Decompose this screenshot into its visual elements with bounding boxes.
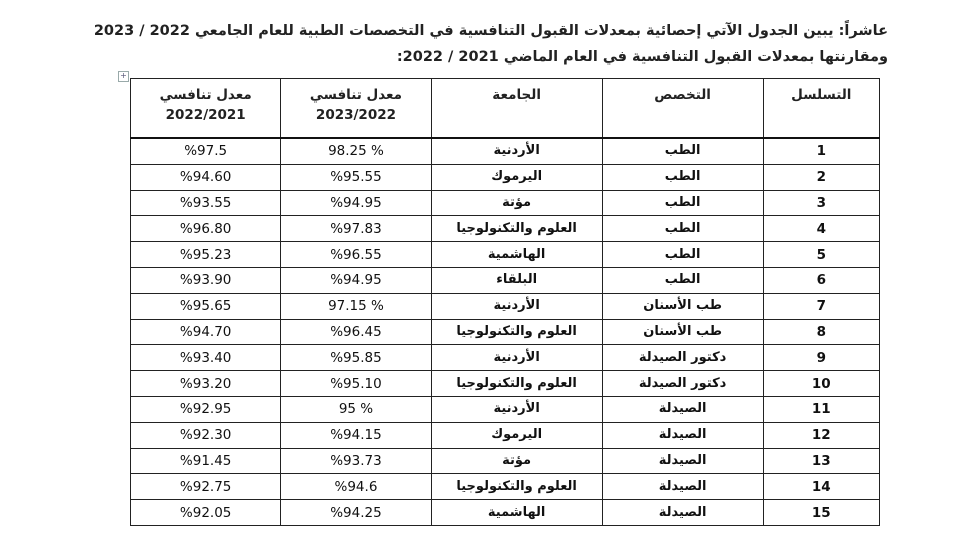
cell-rate-2022: %95.23 [131, 242, 281, 268]
intro-line-1: عاشراً: يبين الجدول الآتي إحصائية بمعدلات القبول التنافسية في التخصصات الطبية للعام الجامعي 2022 / 2023 [93, 23, 888, 39]
cell-rate-2023: 97.15 % [281, 293, 431, 319]
cell-rate-2023: %95.10 [281, 371, 431, 397]
cell-rate-2023: 98.25 % [281, 138, 431, 164]
header-rate-2023-year: 2023/2022 [315, 107, 396, 123]
cell-specialization: الطب [602, 242, 763, 268]
table-row [131, 371, 880, 397]
cell-sequence: 15 [763, 500, 879, 526]
cell-sequence: 8 [763, 319, 879, 345]
table-row [131, 319, 880, 345]
cell-rate-2023: %94.6 [281, 474, 431, 500]
cell-specialization: الصيدلة [602, 448, 763, 474]
cell-sequence: 4 [763, 216, 879, 242]
cell-sequence: 3 [763, 190, 879, 216]
cell-university: اليرموك [431, 422, 602, 448]
cell-sequence: 2 [763, 164, 879, 190]
cell-specialization: الطب [602, 267, 763, 293]
header-rate-2023-label: معدل تنافسي [309, 87, 402, 103]
cell-university: الهاشمية [431, 242, 602, 268]
table-body [131, 138, 880, 525]
cell-rate-2022: %91.45 [131, 448, 281, 474]
cell-rate-2022: %92.75 [131, 474, 281, 500]
table-move-handle-icon[interactable]: + [118, 71, 129, 82]
cell-rate-2022: %92.30 [131, 422, 281, 448]
cell-rate-2023: %94.25 [281, 500, 431, 526]
cell-university: مؤتة [431, 448, 602, 474]
cell-rate-2023: %94.95 [281, 267, 431, 293]
admission-rates-table-container [130, 78, 880, 526]
cell-specialization: الطب [602, 190, 763, 216]
cell-specialization: الصيدلة [602, 396, 763, 422]
cell-rate-2022: %92.95 [131, 396, 281, 422]
intro-line-2: ومقارنتها بمعدلات القبول التنافسية في العام الماضي 2021 / 2022: [396, 49, 888, 65]
cell-specialization: الطب [602, 138, 763, 164]
cell-rate-2023: %93.73 [281, 448, 431, 474]
cell-university: البلقاء [431, 267, 602, 293]
cell-rate-2022: %94.70 [131, 319, 281, 345]
header-rate-2023 [281, 79, 431, 139]
cell-university: الأردنية [431, 293, 602, 319]
table-header-row [131, 79, 880, 139]
cell-rate-2022: %97.5 [131, 138, 281, 164]
table-row [131, 500, 880, 526]
cell-university: اليرموك [431, 164, 602, 190]
cell-university: الأردنية [431, 396, 602, 422]
cell-rate-2022: %94.60 [131, 164, 281, 190]
header-rate-2022 [131, 79, 281, 139]
cell-rate-2022: %92.05 [131, 500, 281, 526]
cell-sequence: 6 [763, 267, 879, 293]
cell-specialization: الصيدلة [602, 422, 763, 448]
cell-specialization: طب الأسنان [602, 293, 763, 319]
cell-sequence: 1 [763, 138, 879, 164]
cell-rate-2022: %93.55 [131, 190, 281, 216]
cell-sequence: 10 [763, 371, 879, 397]
table-row [131, 293, 880, 319]
cell-rate-2023: %97.83 [281, 216, 431, 242]
cell-university: العلوم والتكنولوجيا [431, 216, 602, 242]
cell-specialization: الطب [602, 216, 763, 242]
table-row [131, 396, 880, 422]
cell-specialization: دكتور الصيدلة [602, 345, 763, 371]
header-rate-2022-label: معدل تنافسي [159, 87, 252, 103]
cell-rate-2022: %93.40 [131, 345, 281, 371]
admission-rates-table [130, 78, 880, 526]
table-row [131, 190, 880, 216]
table-row [131, 448, 880, 474]
cell-sequence: 7 [763, 293, 879, 319]
table-row [131, 164, 880, 190]
cell-rate-2023: %94.15 [281, 422, 431, 448]
header-specialization: التخصص [602, 79, 763, 139]
cell-rate-2022: %93.20 [131, 371, 281, 397]
cell-sequence: 5 [763, 242, 879, 268]
cell-rate-2023: %94.95 [281, 190, 431, 216]
cell-specialization: طب الأسنان [602, 319, 763, 345]
table-row [131, 474, 880, 500]
cell-university: مؤتة [431, 190, 602, 216]
cell-rate-2022: %95.65 [131, 293, 281, 319]
table-row [131, 242, 880, 268]
header-sequence: التسلسل [763, 79, 879, 139]
cell-rate-2023: %96.45 [281, 319, 431, 345]
cell-sequence: 9 [763, 345, 879, 371]
header-university: الجامعة [431, 79, 602, 139]
cell-rate-2022: %96.80 [131, 216, 281, 242]
intro-paragraph [28, 18, 888, 70]
cell-university: العلوم والتكنولوجيا [431, 371, 602, 397]
cell-sequence: 11 [763, 396, 879, 422]
cell-university: العلوم والتكنولوجيا [431, 319, 602, 345]
cell-rate-2023: %95.55 [281, 164, 431, 190]
cell-sequence: 12 [763, 422, 879, 448]
cell-specialization: دكتور الصيدلة [602, 371, 763, 397]
cell-university: الأردنية [431, 138, 602, 164]
cell-specialization: الصيدلة [602, 500, 763, 526]
table-row [131, 138, 880, 164]
cell-rate-2022: %93.90 [131, 267, 281, 293]
table-row [131, 422, 880, 448]
cell-university: العلوم والتكنولوجيا [431, 474, 602, 500]
cell-specialization: الصيدلة [602, 474, 763, 500]
cell-university: الأردنية [431, 345, 602, 371]
cell-specialization: الطب [602, 164, 763, 190]
cell-sequence: 14 [763, 474, 879, 500]
cell-sequence: 13 [763, 448, 879, 474]
cell-university: الهاشمية [431, 500, 602, 526]
cell-rate-2023: %95.85 [281, 345, 431, 371]
cell-rate-2023: %96.55 [281, 242, 431, 268]
table-row [131, 267, 880, 293]
header-rate-2022-year: 2022/2021 [165, 107, 246, 123]
table-row [131, 345, 880, 371]
cell-rate-2023: 95 % [281, 396, 431, 422]
table-row [131, 216, 880, 242]
